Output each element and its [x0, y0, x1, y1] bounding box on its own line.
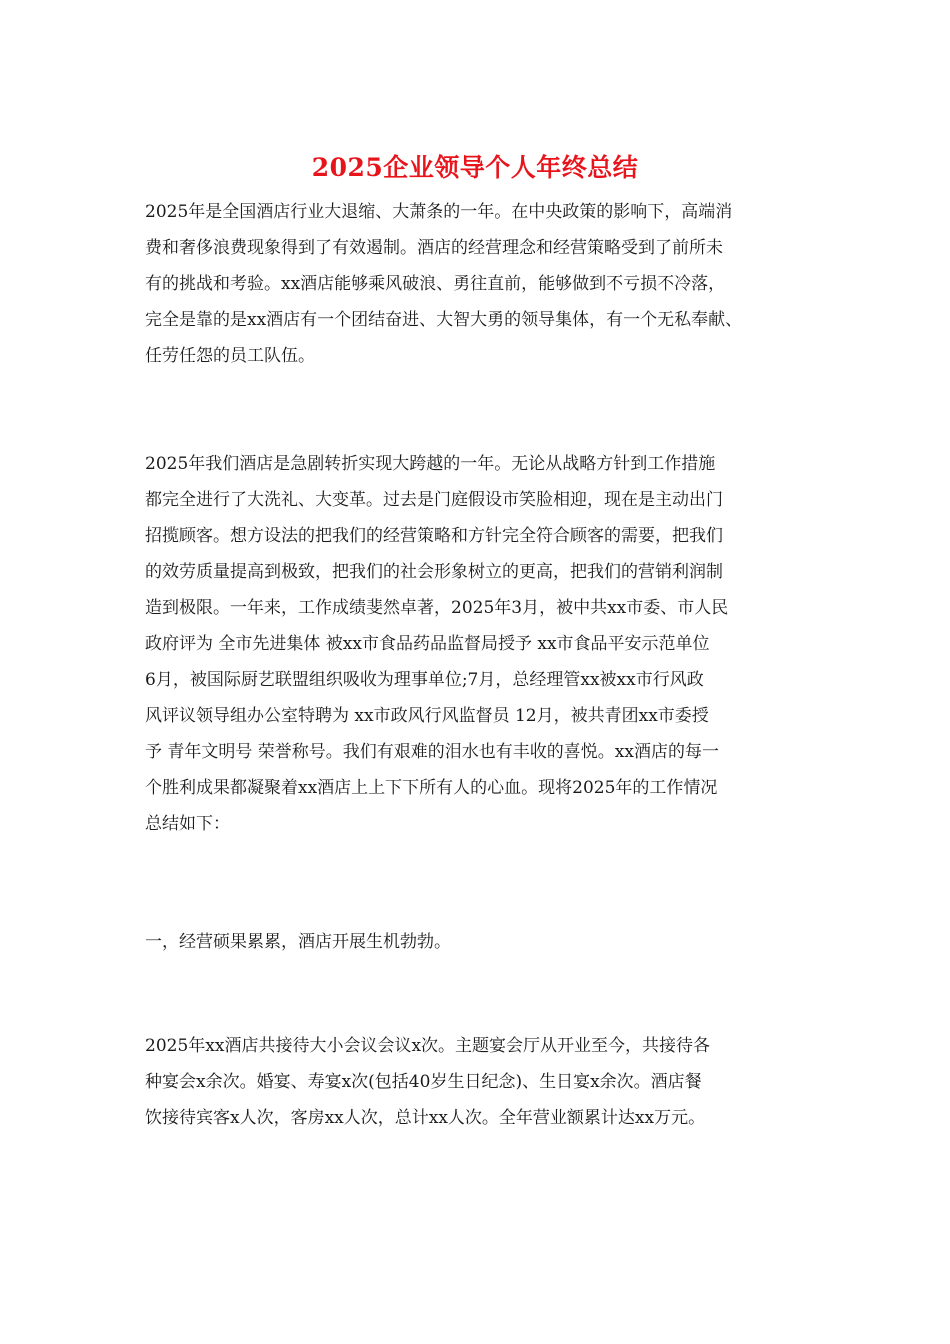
paragraph-2-line: 造到极限。一年来，工作成绩斐然卓著，2025年3月，被中共xx市委、市人民 — [145, 598, 729, 618]
paragraph-1-line: 完全是靠的是xx酒店有一个团结奋进、大智大勇的领导集体，有一个无私奉献、 — [145, 310, 743, 330]
paragraph-2-line: 政府评为 全市先进集体 被xx市食品药品监督局授予 xx市食品平安示范单位 — [145, 634, 710, 654]
paragraph-2-line: 予 青年文明号 荣誉称号。我们有艰难的泪水也有丰收的喜悦。xx酒店的每一 — [145, 742, 719, 762]
paragraph-1-line: 费和奢侈浪费现象得到了有效遏制。酒店的经营理念和经营策略受到了前所未 — [145, 238, 723, 258]
paragraph-3-line: 饮接待宾客x人次，客房xx人次，总计xx人次。全年营业额累计达xx万元。 — [145, 1108, 706, 1128]
paragraph-3-line: 2025年xx酒店共接待大小会议会议x次。主题宴会厅从开业至今，共接待各 — [145, 1036, 711, 1056]
paragraph-2-line: 的效劳质量提高到极致，把我们的社会形象树立的更高，把我们的营销利润制 — [145, 562, 723, 582]
paragraph-1-line: 任劳任怨的员工队伍。 — [145, 346, 315, 366]
paragraph-1-line: 有的挑战和考验。xx酒店能够乘风破浪、勇往直前，能够做到不亏损不冷落， — [145, 274, 726, 294]
paragraph-2-line: 2025年我们酒店是急剧转折实现大跨越的一年。无论从战略方针到工作措施 — [145, 454, 716, 474]
paragraph-2-line: 风评议领导组办公室特聘为 xx市政风行风监督员 12月，被共青团xx市委授 — [145, 706, 709, 726]
section-heading: 一，经营硕果累累，酒店开展生机勃勃。 — [145, 932, 451, 952]
paragraph-3-line: 种宴会x余次。婚宴、寿宴x次(包括40岁生日纪念)、生日宴x余次。酒店餐 — [145, 1072, 702, 1092]
paragraph-2-line: 都完全进行了大洗礼、大变革。过去是门庭假设市笑脸相迎，现在是主动出门 — [145, 490, 723, 510]
document-title: 2025企业领导个人年终总结 — [311, 153, 639, 182]
paragraph-2-line: 总结如下： — [145, 814, 230, 834]
paragraph-2-line: 个胜利成果都凝聚着xx酒店上上下下所有人的心血。现将2025年的工作情况 — [145, 778, 718, 798]
paragraph-1-line: 2025年是全国酒店行业大退缩、大萧条的一年。在中央政策的影响下，高端消 — [145, 202, 733, 222]
paragraph-2-line: 招揽顾客。想方设法的把我们的经营策略和方针完全符合顾客的需要，把我们 — [145, 526, 723, 546]
paragraph-2-line: 6月，被国际厨艺联盟组织吸收为理事单位;7月，总经理管xx被xx市行风政 — [145, 670, 704, 690]
